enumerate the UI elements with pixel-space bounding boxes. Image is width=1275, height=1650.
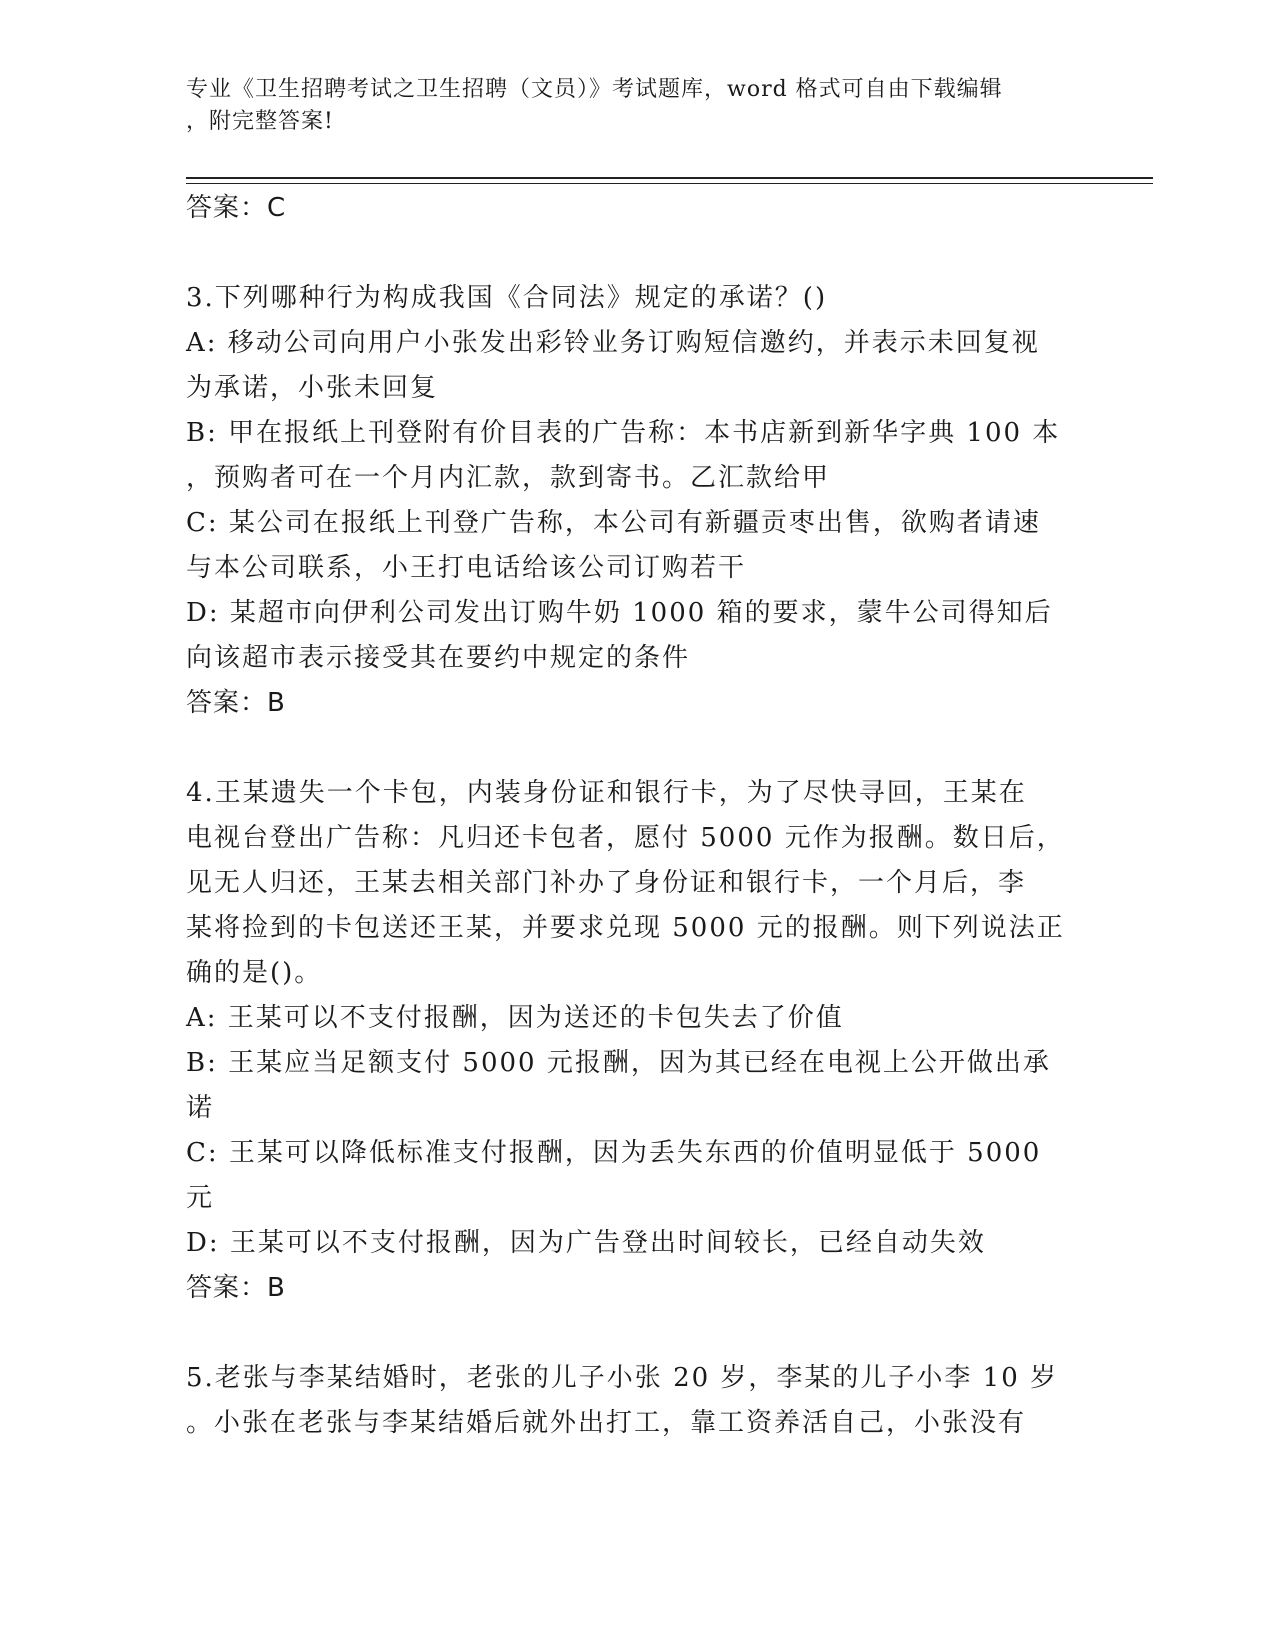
option-c: C: 某公司在报纸上刊登广告称，本公司有新疆贡枣出售，欲购者请速	[186, 508, 1041, 538]
option-a: A: 王某可以不支付报酬，因为送还的卡包失去了价值	[186, 1003, 844, 1033]
question-4	[186, 771, 1086, 1311]
question-stem: 3.下列哪种行为构成我国《合同法》规定的承诺？()	[186, 283, 828, 313]
option-d: D: 某超市向伊利公司发出订购牛奶 1000 箱的要求，蒙牛公司得知后	[186, 598, 1053, 628]
header-divider-thin	[186, 183, 1153, 184]
answer-q4: 答案：B	[186, 1273, 286, 1303]
question-stem-cont: 。小张在老张与李某结婚后就外出打工，靠工资养活自己，小张没有	[186, 1408, 1027, 1438]
spacer	[186, 231, 1086, 276]
question-stem: 5.老张与李某结婚时，老张的儿子小张 20 岁，李某的儿子小李 10 岁	[186, 1363, 1059, 1393]
question-3	[186, 276, 1086, 726]
question-5	[186, 1356, 1086, 1446]
option-b: B: 甲在报纸上刊登附有价目表的广告称：本书店新到新华字典 100 本	[186, 418, 1061, 448]
spacer	[186, 726, 1086, 771]
answer-q3: 答案：B	[186, 688, 286, 718]
header-line-2: ，附完整答案!	[186, 109, 334, 134]
option-c-cont: 元	[186, 1183, 215, 1213]
option-c: C: 王某可以降低标准支付报酬，因为丢失东西的价值明显低于 5000	[186, 1138, 1042, 1168]
option-a: A: 移动公司向用户小张发出彩铃业务订购短信邀约，并表示未回复视	[186, 328, 1040, 358]
page-header	[186, 74, 1086, 138]
header-line-1: 专业《卫生招聘考试之卫生招聘（文员）》考试题库，word 格式可自由下载编辑	[186, 77, 1003, 102]
question-stem-cont: 某将捡到的卡包送还王某，并要求兑现 5000 元的报酬。则下列说法正	[186, 913, 1065, 943]
spacer	[186, 1311, 1086, 1356]
question-stem: 4.王某遗失一个卡包，内装身份证和银行卡，为了尽快寻回，王某在	[186, 778, 1027, 808]
option-b-cont: 诺	[186, 1093, 215, 1123]
header-divider-thick	[186, 177, 1153, 179]
question-stem-cont: 确的是()。	[186, 958, 323, 988]
question-stem-cont: 电视台登出广告称：凡归还卡包者，愿付 5000 元作为报酬。数日后，	[186, 823, 1065, 853]
question-stem-cont: 见无人归还，王某去相关部门补办了身份证和银行卡，一个月后，李	[186, 868, 1027, 898]
option-b: B: 王某应当足额支付 5000 元报酬，因为其已经在电视上公开做出承	[186, 1048, 1051, 1078]
option-c-cont: 与本公司联系，小王打电话给该公司订购若干	[186, 553, 747, 583]
document-body	[186, 186, 1086, 1446]
option-a-cont: 为承诺，小张未回复	[186, 373, 439, 403]
option-d-cont: 向该超市表示接受其在要约中规定的条件	[186, 643, 691, 673]
option-b-cont: ，预购者可在一个月内汇款，款到寄书。乙汇款给甲	[186, 463, 831, 493]
answer-q2: 答案：C	[186, 193, 287, 223]
option-d: D: 王某可以不支付报酬，因为广告登出时间较长，已经自动失效	[186, 1228, 986, 1258]
